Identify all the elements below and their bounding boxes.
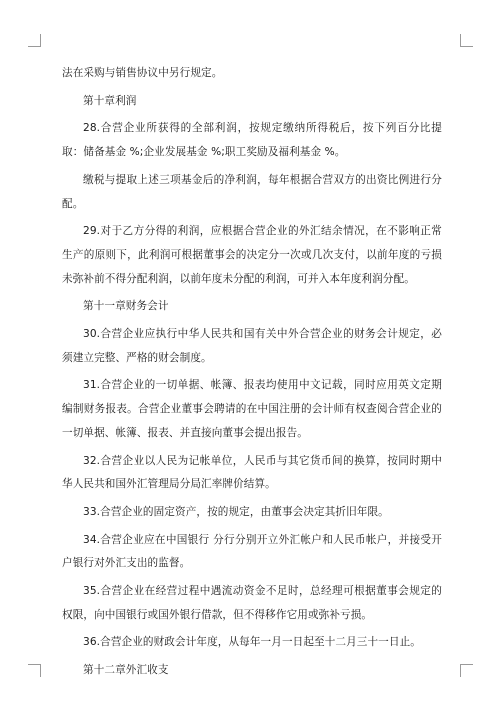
crop-mark-bottom-left: [28, 664, 41, 677]
clause-28: 28.合营企业所获得的全部利润，按规定缴纳所得税后，按下列百分比提取：储备基金 %;企业发展基金 %;职工奖励及福利基金 %。: [62, 122, 442, 159]
clause-36: 36.合营企业的财政会计年度，从每年一月一日起至十二月三十一日止。: [83, 636, 421, 649]
clause-28-net-profit: 缴税与提取上述三项基金后的净利润，每年根据合营双方的出资比例进行分配。: [62, 173, 442, 210]
crop-mark-top-left: [28, 34, 41, 47]
clause-34: 34.合营企业应在中国银行 分行分别开立外汇帐户和人民币帐户，并接受开户银行对外汇支出的监督。: [62, 533, 442, 570]
crop-mark-bottom-right: [460, 664, 473, 677]
paragraph-continuation: 法在采购与销售协议中另行规定。: [62, 67, 223, 79]
clause-29: 29.对于乙方分得的利润，应根据合营企业的外汇结余情况，在不影响正常生产的原则下，此利润可根据董事会的决定分一次或几次支付，以前年度的亏损未弥补前不得分配利润，以前年度未分配的利润，可并入本年度利润分配。: [62, 225, 442, 285]
chapter-heading-profit: 第十章利润: [83, 94, 137, 107]
chapter-heading-accounting: 第十一章财务会计: [83, 300, 169, 313]
clause-33: 33.合营企业的固定资产，按的规定，由董事会决定其折旧年限。: [83, 505, 389, 518]
clause-30: 30.合营企业应执行中华人民共和国有关中外合营企业的财务会计规定，必须建立完整、严格的财会制度。: [62, 328, 442, 364]
clause-35: 35.合营企业在经营过程中遇流动资金不足时，总经理可根据董事会规定的权限，向中国银行或国外银行借款，但不得移作它用或弥补亏损。: [62, 585, 442, 621]
document-body: [62, 62, 442, 683]
chapter-heading-foreign-exchange: 第十二章外汇收支: [83, 664, 169, 677]
clause-32: 32.合营企业以人民为记帐单位，人民币与其它货币间的换算，按同时期中华人民共和国外汇管理局分局汇率牌价结算。: [62, 454, 442, 491]
crop-mark-top-right: [460, 34, 473, 47]
clause-31: 31.合营企业的一切单据、帐簿、报表均使用中文记载，同时应用英文定期编制财务报表。合营企业董事会聘请的在中国注册的会计师有权查阅合营企业的一切单据、帐簿、报表、并直接向董事会提出报告。: [62, 379, 442, 439]
